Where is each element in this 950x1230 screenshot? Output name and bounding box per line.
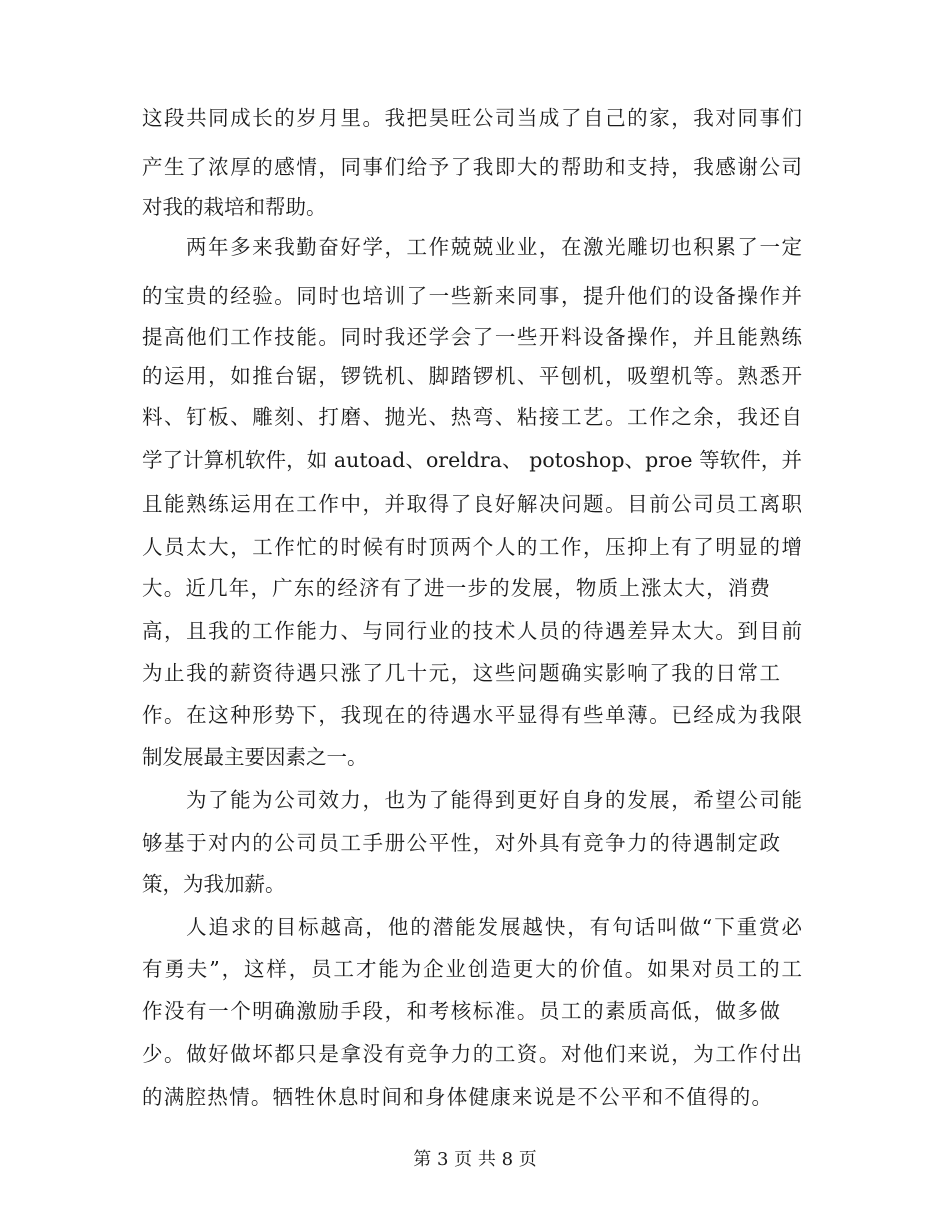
text-line: 且能熟练运用在工作中，并取得了良好解决问题。目前公司员工离职 <box>142 492 802 516</box>
text-line: 有勇夫”，这样，员工才能为企业创造更大的价值。如果对员工的工 <box>142 957 802 981</box>
text-line: 对我的栽培和帮助。 <box>142 195 327 219</box>
text-line: 策，为我加薪。 <box>142 872 286 896</box>
text-line: 人追求的目标越高，他的潜能发展越快，有句话叫做“下重赏必 <box>186 915 802 939</box>
text-line: 为了能为公司效力，也为了能得到更好自身的发展，希望公司能 <box>186 788 802 812</box>
text-line: 提高他们工作技能。同时我还学会了一些开料设备操作，并且能熟练 <box>142 325 802 349</box>
text-line: 的宝贵的经验。同时也培训了一些新来同事，提升他们的设备操作并 <box>142 284 802 308</box>
text-line: 为止我的薪资待遇只涨了几十元，这些问题确实影响了我的日常工 <box>142 661 780 685</box>
page-number: 第 3 页 共 8 页 <box>413 1149 537 1170</box>
text-line: 大。近几年，广东的经济有了进一步的发展，物质上涨太大，消费 <box>142 576 770 600</box>
text-line: 这段共同成长的岁月里。我把昊旺公司当成了自己的家，我对同事们 <box>142 106 802 130</box>
text-line: 作。在这种形势下，我现在的待遇水平显得有些单薄。已经成为我限 <box>142 703 802 727</box>
text-line: 人员太大，工作忙的时候有时顶两个人的工作，压抑上有了明显的增 <box>142 535 802 559</box>
text-line: 够基于对内的公司员工手册公平性，对外具有竞争力的待遇制定政 <box>142 831 780 855</box>
text-line: 两年多来我勤奋好学，工作兢兢业业，在激光雕切也积累了一定 <box>186 235 802 259</box>
text-line: 学了计算机软件，如 autoad、oreldra、 potoshop、proe 等软件，并 <box>142 448 802 472</box>
text-line: 产生了浓厚的感情，同事们给予了我即大的帮助和支持，我感谢公司 <box>142 155 802 179</box>
text-line: 高，且我的工作能力、与同行业的技术人员的待遇差异太大。到目前 <box>142 619 802 643</box>
text-line: 少。做好做坏都只是拿没有竞争力的工资。对他们来说，为工作付出 <box>142 1042 802 1066</box>
text-line: 制发展最主要因素之一。 <box>142 745 368 769</box>
text-line: 的运用，如推台锯，锣铣机、脚踏锣机、平刨机，吸塑机等。熟悉开 <box>142 364 802 388</box>
text-line: 的满腔热情。牺牲休息时间和身体健康来说是不公平和不值得的。 <box>142 1085 772 1109</box>
text-line: 作没有一个明确激励手段，和考核标准。员工的素质高低，做多做 <box>142 999 780 1023</box>
text-line: 料、钉板、雕刻、打磨、抛光、热弯、粘接工艺。工作之余，我还自 <box>142 405 802 429</box>
